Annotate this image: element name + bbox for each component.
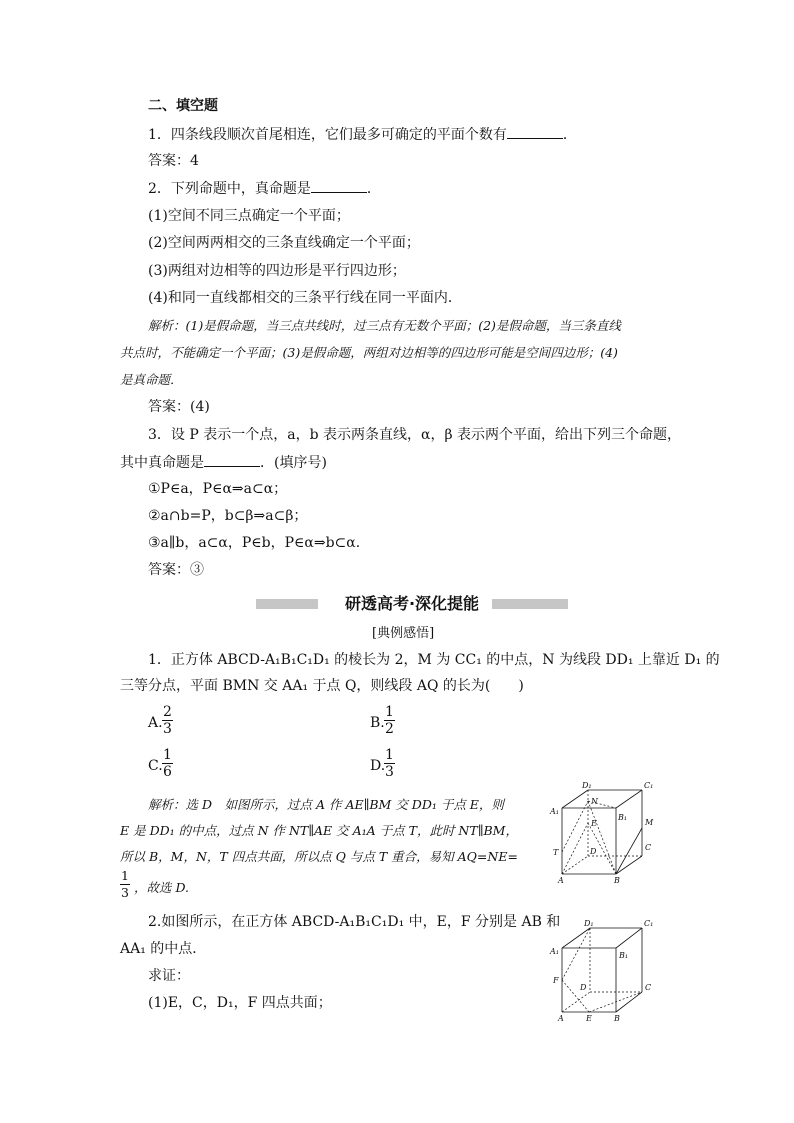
question-1-end: ． [562, 127, 577, 143]
cube-figure-2 [548, 918, 660, 1022]
label-e: E [586, 1014, 592, 1022]
solution-1-fraction [120, 868, 130, 901]
option-label: A. [148, 715, 163, 731]
numerator: 1 [163, 747, 172, 763]
subheader: [典例感悟] [372, 626, 435, 641]
solution-2-line-3: 是真命题． [120, 372, 183, 387]
numerator: 1 [385, 704, 394, 720]
answer-1: 答案：4 [148, 153, 199, 169]
label-a1: A₁ [550, 807, 559, 816]
solution-2-line-2: 共点时，不能确定一个平面；(3)是假命题，两组对边相等的四边形可能是空间四边形；(4) [120, 345, 618, 360]
cube-figure-1 [548, 780, 660, 884]
label-c1: C₁ [644, 919, 654, 928]
denominator: 3 [385, 764, 394, 780]
question-1 [148, 124, 577, 145]
answer-blank [204, 452, 260, 467]
section-title: 二、填空题 [148, 98, 218, 114]
denominator: 3 [163, 721, 172, 737]
label-n: N [591, 797, 598, 806]
label-b1: B₁ [619, 951, 629, 960]
example-2-line-2: AA₁ 的中点． [120, 941, 207, 957]
proposition-4: (4)和同一直线都相交的三条平行线在同一平面内． [148, 290, 462, 306]
answer-blank [311, 178, 367, 193]
option-label: D. [370, 758, 386, 774]
question-2-text: 2．下列命题中，真命题是 [148, 181, 311, 197]
statement-2: ②a∩b=P，b⊂β⇒a⊂β； [148, 508, 308, 524]
example-2-part-1: (1)E，C，D₁，F 四点共面； [148, 995, 332, 1011]
statement-3: ③a∥b，a⊂α，P∈b，P∈α⇒b⊂α. [148, 535, 361, 551]
label-a1: A₁ [550, 947, 559, 956]
numerator: 2 [163, 704, 172, 720]
label-d: D [590, 847, 597, 856]
proposition-3: (3)两组对边相等的四边形是平行四边形； [148, 263, 406, 279]
label-d: D [580, 983, 587, 992]
label-e: E [591, 819, 597, 828]
label-b: B [614, 1014, 620, 1022]
numerator: 1 [121, 868, 129, 883]
solution-2-line-1: 解析：(1)是假命题，当三点共线时，过三点有无数个平面；(2)是假命题，当三条直线 [148, 318, 621, 333]
statement-1: ①P∈a，P∈α⇒a⊂α； [148, 481, 288, 497]
label-f: F [553, 976, 559, 985]
label-m: M [645, 818, 654, 827]
question-3-hint: ．(填序号) [260, 455, 327, 471]
prove-label: 求证： [148, 968, 190, 984]
numerator: 1 [385, 747, 394, 763]
label-c: C [645, 843, 652, 852]
solution-1-end: ，故选 D. [134, 880, 190, 895]
question-2-end: ． [366, 181, 381, 197]
label-d1: D₁ [584, 919, 594, 928]
question-1-text: 1．四条线段顺次首尾相连，它们最多可确定的平面个数有 [148, 127, 507, 143]
label-d1: D₁ [582, 781, 592, 790]
denominator: 2 [385, 721, 394, 737]
label-a: A [558, 1014, 564, 1022]
question-3-text: 其中真命题是 [120, 455, 204, 471]
question-2 [148, 178, 381, 199]
label-t: T [553, 848, 559, 857]
example-1-line-1: 1．正方体 ABCD-A₁B₁C₁D₁ 的棱长为 2，M 为 CC₁ 的中点，N 为线段 DD₁ 上靠近 D₁ 的 [148, 652, 720, 668]
answer-2: 答案：(4) [148, 399, 210, 415]
question-3-line-1: 3．设 P 表示一个点，a，b 表示两条直线，α，β 表示两个平面，给出下列三个命题， [148, 427, 681, 443]
label-b1: B₁ [618, 813, 628, 822]
example-2-line-1: 2.如图所示，在正方体 ABCD-A₁B₁C₁D₁ 中，E，F 分别是 AB 和 [148, 914, 561, 930]
option-label: C. [148, 758, 163, 774]
fraction [162, 747, 173, 780]
label-c1: C₁ [644, 781, 654, 790]
solution-1-line-1: 解析：选 D 如图所示，过点 A 作 AE∥BM 交 DD₁ 于点 E，则 [148, 797, 504, 812]
section-banner [256, 593, 568, 615]
label-a: A [558, 876, 564, 884]
answer-blank [507, 124, 563, 139]
denominator: 3 [121, 885, 129, 900]
example-1-line-2: 三等分点，平面 BMN 交 AA₁ 于点 Q，则线段 AQ 的长为( ) [120, 678, 524, 694]
fraction [384, 704, 395, 737]
option-label: B. [370, 715, 385, 731]
banner-title: 研透高考·深化提能 [344, 594, 480, 613]
label-c: C [645, 983, 652, 992]
question-3-line-2 [120, 452, 327, 473]
label-b: B [614, 876, 620, 884]
answer-3: 答案：③ [148, 562, 204, 578]
solution-1-line-2: E 是 DD₁ 的中点，过点 N 作 NT∥AE 交 A₁A 于点 T，此时 NT∥BM， [120, 823, 518, 838]
denominator: 6 [163, 764, 172, 780]
solution-1-line-3: 所以 B，M，N，T 四点共面，所以点 Q 与点 T 重合，易知 AQ=NE= [120, 849, 518, 864]
fraction [162, 704, 173, 737]
proposition-1: (1)空间不同三点确定一个平面； [148, 208, 350, 224]
fraction [384, 747, 395, 780]
proposition-2: (2)空间两两相交的三条直线确定一个平面； [148, 235, 420, 251]
